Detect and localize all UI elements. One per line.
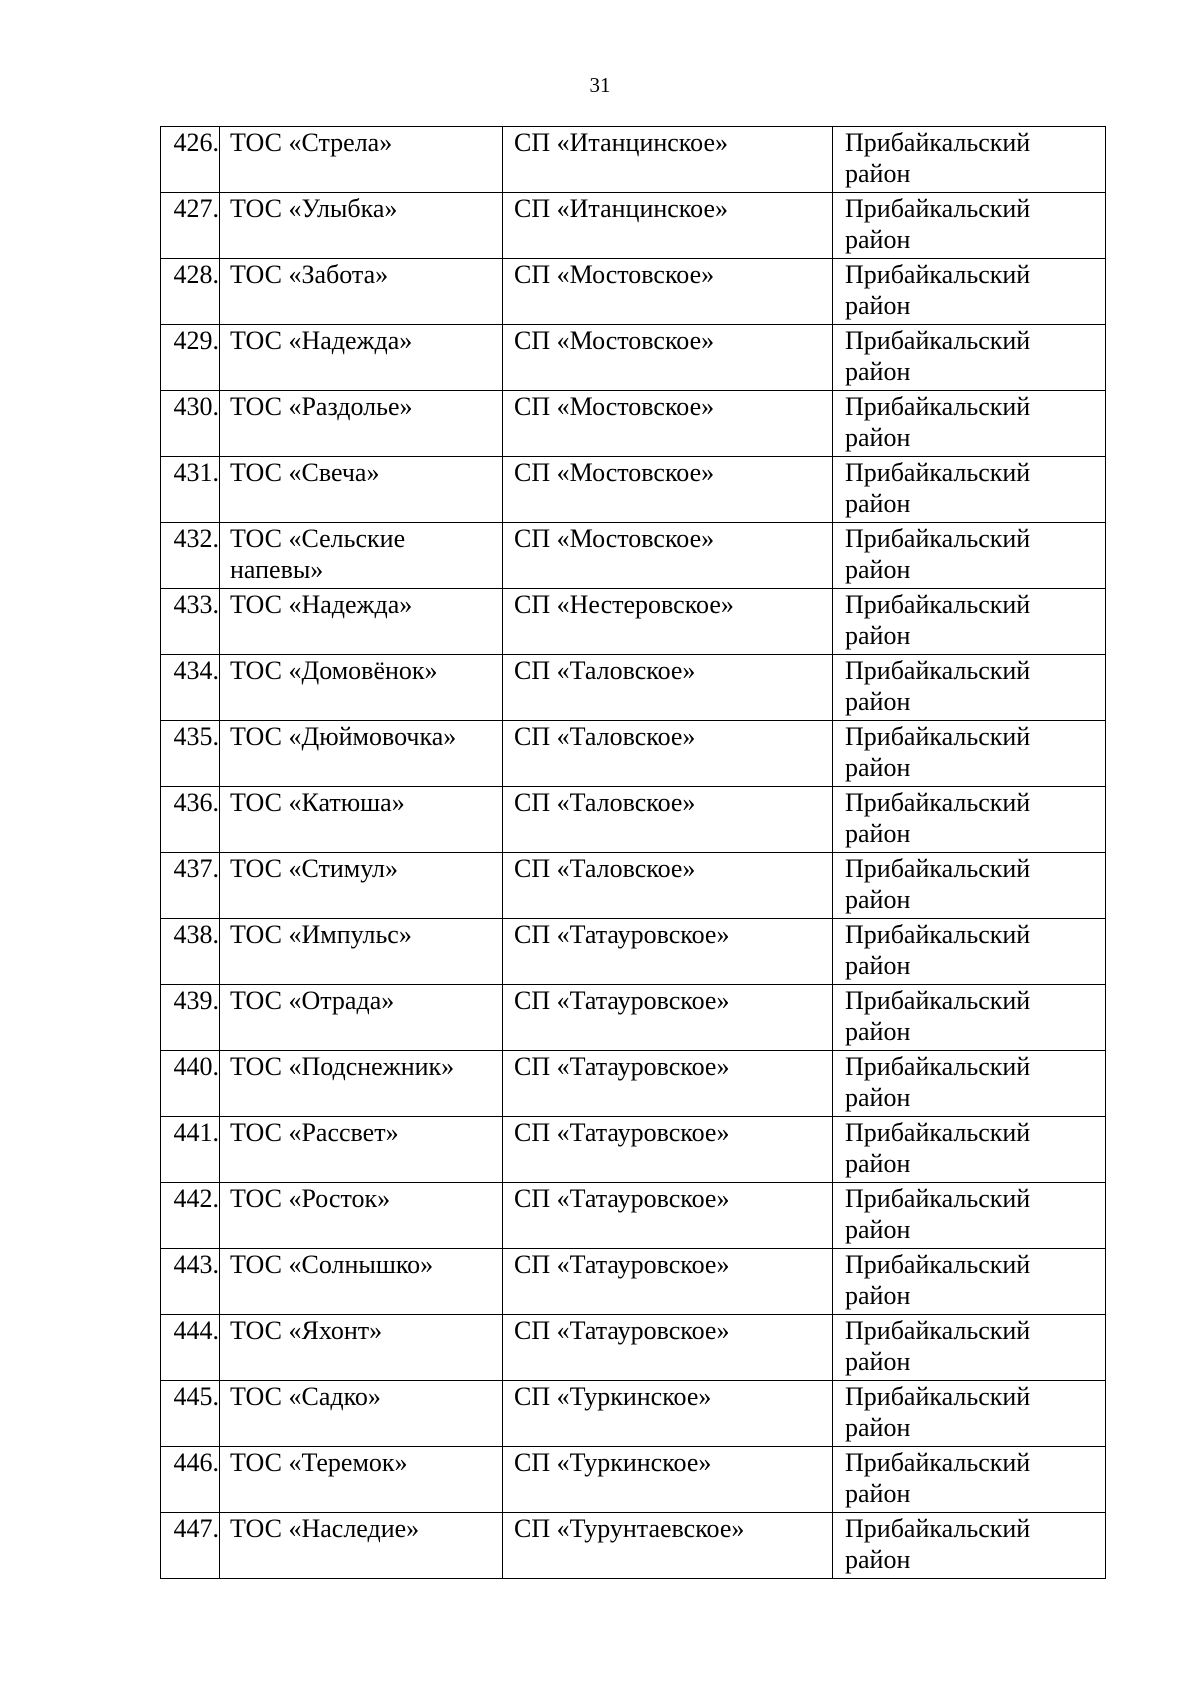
- table-row: [161, 259, 1106, 325]
- table-row: [161, 193, 1106, 259]
- tos-name: ТОС «Теремок»: [220, 1447, 503, 1513]
- row-number: 442.: [161, 1183, 220, 1249]
- row-number: 427.: [161, 193, 220, 259]
- settlement-name: СП «Нестеровское»: [503, 589, 833, 655]
- settlement-name: СП «Мостовское»: [503, 523, 833, 589]
- settlement-name: СП «Турунтаевское»: [503, 1513, 833, 1579]
- table-row: [161, 457, 1106, 523]
- table-row: [161, 325, 1106, 391]
- district-name: Прибайкальский район: [833, 919, 1106, 985]
- district-name: Прибайкальский район: [833, 1051, 1106, 1117]
- tos-name: ТОС «Росток»: [220, 1183, 503, 1249]
- table-row: [161, 1315, 1106, 1381]
- district-name: Прибайкальский район: [833, 457, 1106, 523]
- table-row: [161, 787, 1106, 853]
- row-number: 438.: [161, 919, 220, 985]
- district-name: Прибайкальский район: [833, 523, 1106, 589]
- district-name: Прибайкальский район: [833, 391, 1106, 457]
- district-name: Прибайкальский район: [833, 1183, 1106, 1249]
- district-name: Прибайкальский район: [833, 655, 1106, 721]
- settlement-name: СП «Мостовское»: [503, 259, 833, 325]
- page-number: 31: [589, 73, 611, 97]
- tos-name: ТОС «Стимул»: [220, 853, 503, 919]
- row-number: 441.: [161, 1117, 220, 1183]
- table-row: [161, 1117, 1106, 1183]
- tos-name: ТОС «Сельские напевы»: [220, 523, 503, 589]
- district-name: Прибайкальский район: [833, 721, 1106, 787]
- row-number: 446.: [161, 1447, 220, 1513]
- settlement-name: СП «Таловское»: [503, 853, 833, 919]
- tos-name: ТОС «Садко»: [220, 1381, 503, 1447]
- settlement-name: СП «Татауровское»: [503, 919, 833, 985]
- row-number: 434.: [161, 655, 220, 721]
- tos-name: ТОС «Стрела»: [220, 127, 503, 193]
- row-number: 443.: [161, 1249, 220, 1315]
- row-number: 440.: [161, 1051, 220, 1117]
- row-number: 429.: [161, 325, 220, 391]
- row-number: 439.: [161, 985, 220, 1051]
- row-number: 426.: [161, 127, 220, 193]
- tos-name: ТОС «Свеча»: [220, 457, 503, 523]
- district-name: Прибайкальский район: [833, 1249, 1106, 1315]
- settlement-name: СП «Татауровское»: [503, 1051, 833, 1117]
- settlement-name: СП «Татауровское»: [503, 1315, 833, 1381]
- district-name: Прибайкальский район: [833, 787, 1106, 853]
- tos-name: ТОС «Домовёнок»: [220, 655, 503, 721]
- tos-name: ТОС «Дюймовочка»: [220, 721, 503, 787]
- tos-name: ТОС «Отрада»: [220, 985, 503, 1051]
- tos-name: ТОС «Яхонт»: [220, 1315, 503, 1381]
- table-row: [161, 127, 1106, 193]
- row-number: 435.: [161, 721, 220, 787]
- registry-table-body: [161, 127, 1106, 1579]
- row-number: 431.: [161, 457, 220, 523]
- table-row: [161, 1183, 1106, 1249]
- row-number: 430.: [161, 391, 220, 457]
- table-row: [161, 1381, 1106, 1447]
- row-number: 445.: [161, 1381, 220, 1447]
- row-number: 447.: [161, 1513, 220, 1579]
- row-number: 437.: [161, 853, 220, 919]
- district-name: Прибайкальский район: [833, 1447, 1106, 1513]
- table-row: [161, 589, 1106, 655]
- tos-name: ТОС «Забота»: [220, 259, 503, 325]
- table-row: [161, 1513, 1106, 1579]
- district-name: Прибайкальский район: [833, 193, 1106, 259]
- table-row: [161, 853, 1106, 919]
- district-name: Прибайкальский район: [833, 127, 1106, 193]
- district-name: Прибайкальский район: [833, 1381, 1106, 1447]
- tos-name: ТОС «Подснежник»: [220, 1051, 503, 1117]
- table-row: [161, 655, 1106, 721]
- settlement-name: СП «Туркинское»: [503, 1447, 833, 1513]
- settlement-name: СП «Таловское»: [503, 655, 833, 721]
- settlement-name: СП «Татауровское»: [503, 1183, 833, 1249]
- tos-name: ТОС «Импульс»: [220, 919, 503, 985]
- row-number: 432.: [161, 523, 220, 589]
- row-number: 444.: [161, 1315, 220, 1381]
- settlement-name: СП «Татауровское»: [503, 1249, 833, 1315]
- tos-name: ТОС «Раздолье»: [220, 391, 503, 457]
- row-number: 428.: [161, 259, 220, 325]
- table-row: [161, 391, 1106, 457]
- settlement-name: СП «Татауровское»: [503, 985, 833, 1051]
- tos-name: ТОС «Надежда»: [220, 325, 503, 391]
- registry-table: [160, 126, 1106, 1579]
- table-row: [161, 1447, 1106, 1513]
- district-name: Прибайкальский район: [833, 853, 1106, 919]
- row-number: 433.: [161, 589, 220, 655]
- tos-name: ТОС «Улыбка»: [220, 193, 503, 259]
- district-name: Прибайкальский район: [833, 1117, 1106, 1183]
- district-name: Прибайкальский район: [833, 1513, 1106, 1579]
- settlement-name: СП «Туркинское»: [503, 1381, 833, 1447]
- row-number: 436.: [161, 787, 220, 853]
- settlement-name: СП «Татауровское»: [503, 1117, 833, 1183]
- settlement-name: СП «Итанцинское»: [503, 193, 833, 259]
- district-name: Прибайкальский район: [833, 589, 1106, 655]
- tos-name: ТОС «Солнышко»: [220, 1249, 503, 1315]
- table-row: [161, 523, 1106, 589]
- district-name: Прибайкальский район: [833, 325, 1106, 391]
- tos-name: ТОС «Надежда»: [220, 589, 503, 655]
- table-row: [161, 1051, 1106, 1117]
- district-name: Прибайкальский район: [833, 1315, 1106, 1381]
- district-name: Прибайкальский район: [833, 985, 1106, 1051]
- settlement-name: СП «Мостовское»: [503, 457, 833, 523]
- table-row: [161, 985, 1106, 1051]
- tos-name: ТОС «Рассвет»: [220, 1117, 503, 1183]
- settlement-name: СП «Мостовское»: [503, 391, 833, 457]
- settlement-name: СП «Мостовское»: [503, 325, 833, 391]
- table-row: [161, 721, 1106, 787]
- settlement-name: СП «Таловское»: [503, 721, 833, 787]
- tos-name: ТОС «Катюша»: [220, 787, 503, 853]
- table-row: [161, 1249, 1106, 1315]
- table-row: [161, 919, 1106, 985]
- district-name: Прибайкальский район: [833, 259, 1106, 325]
- settlement-name: СП «Итанцинское»: [503, 127, 833, 193]
- settlement-name: СП «Таловское»: [503, 787, 833, 853]
- tos-name: ТОС «Наследие»: [220, 1513, 503, 1579]
